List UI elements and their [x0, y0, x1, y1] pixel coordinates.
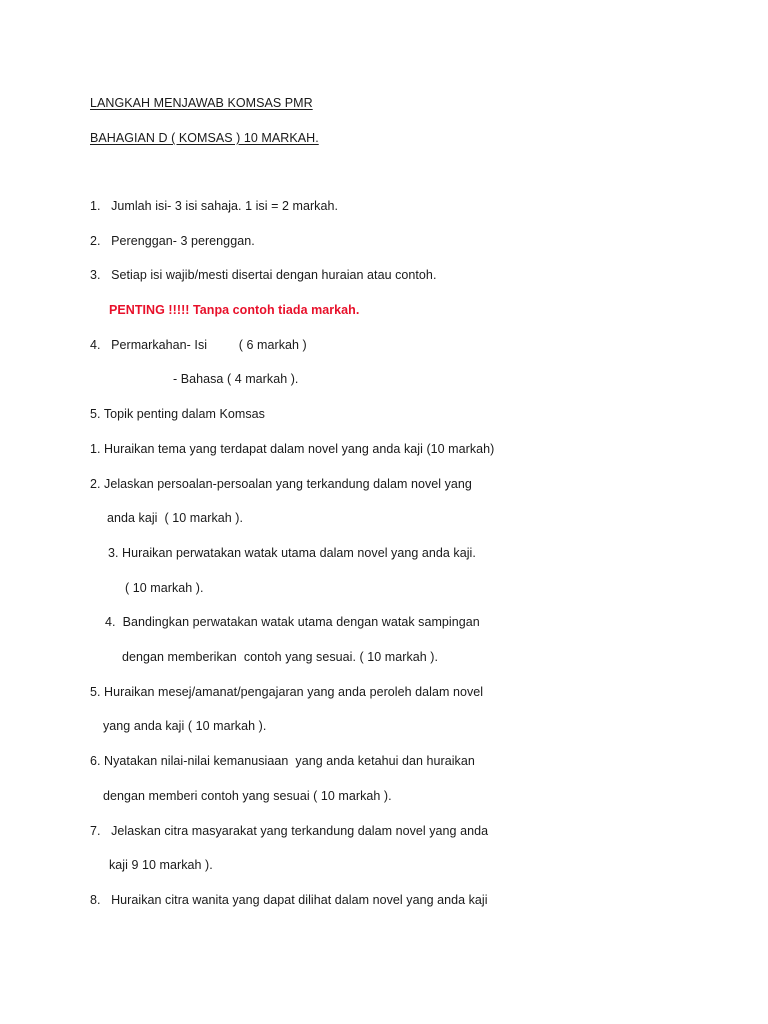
- rule-line-4: 4. Permarkahan- Isi ( 6 markah ): [90, 338, 307, 352]
- list-item: 7. Jelaskan citra masyarakat yang terkandung dalam novel yang anda: [90, 824, 489, 838]
- list-item: 6. Nyatakan nilai-nilai kemanusiaan yang anda ketahui dan huraikan: [90, 754, 475, 768]
- list-item: 2. Jelaskan persoalan-persoalan yang terkandung dalam novel yang: [90, 477, 472, 491]
- list-item-continued: anda kaji ( 10 markah ).: [107, 511, 244, 525]
- list-item-continued: yang anda kaji ( 10 markah ).: [103, 719, 267, 733]
- list-item-continued: kaji 9 10 markah ).: [109, 858, 213, 872]
- list-item-continued: ( 10 markah ).: [125, 581, 204, 595]
- rule-line-4-continued: - Bahasa ( 4 markah ).: [173, 372, 299, 386]
- rule-line-1: 1. Jumlah isi- 3 isi sahaja. 1 isi = 2 markah.: [90, 199, 338, 213]
- topic-heading: 5. Topik penting dalam Komsas: [90, 407, 265, 421]
- list-item: 8. Huraikan citra wanita yang dapat dilihat dalam novel yang anda kaji: [90, 893, 488, 907]
- list-item-continued: dengan memberi contoh yang sesuai ( 10 markah ).: [103, 789, 392, 803]
- warning-note: PENTING !!!!! Tanpa contoh tiada markah.: [109, 303, 360, 317]
- list-item: 1. Huraikan tema yang terdapat dalam novel yang anda kaji (10 markah): [90, 442, 495, 456]
- list-item: 3. Huraikan perwatakan watak utama dalam novel yang anda kaji.: [108, 546, 476, 560]
- document-subtitle: BAHAGIAN D ( KOMSAS ) 10 MARKAH.: [90, 131, 319, 145]
- rule-line-2: 2. Perenggan- 3 perenggan.: [90, 234, 255, 248]
- list-item: 5. Huraikan mesej/amanat/pengajaran yang anda peroleh dalam novel: [90, 685, 484, 699]
- list-item: 4. Bandingkan perwatakan watak utama dengan watak sampingan: [105, 615, 480, 629]
- list-item-continued: dengan memberikan contoh yang sesuai. ( 10 markah ).: [122, 650, 439, 664]
- rule-line-3: 3. Setiap isi wajib/mesti disertai dengan huraian atau contoh.: [90, 268, 437, 282]
- document-title: LANGKAH MENJAWAB KOMSAS PMR: [90, 96, 313, 110]
